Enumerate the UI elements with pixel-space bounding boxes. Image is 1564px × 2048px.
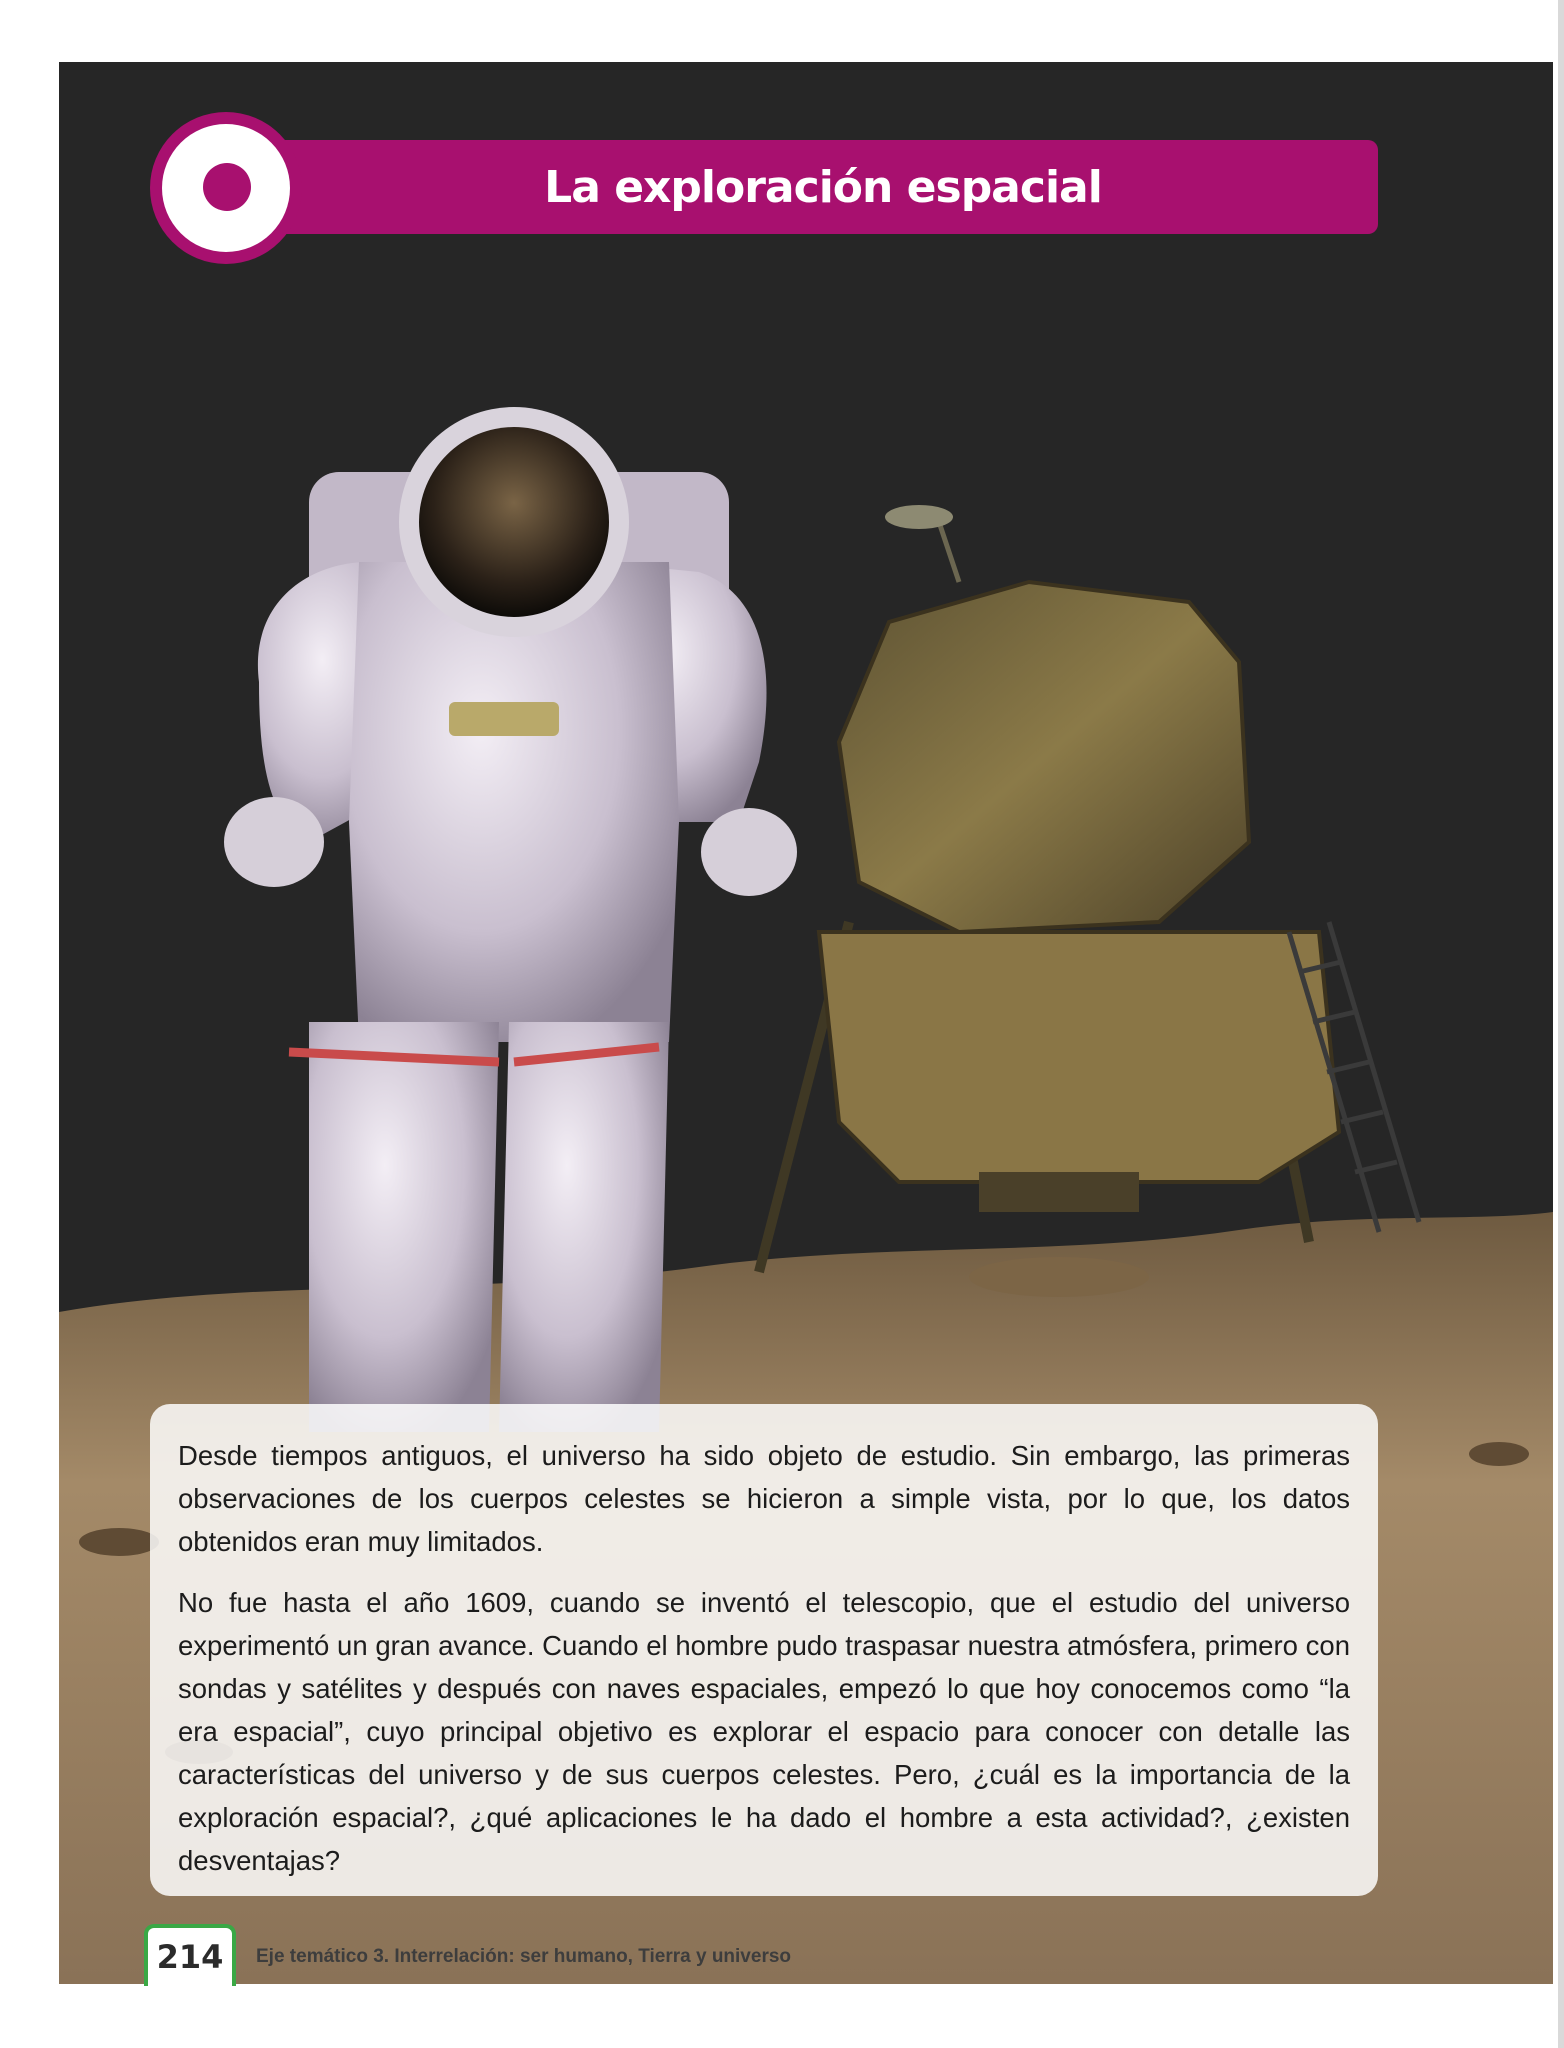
- page-edge-strip: [1558, 0, 1564, 2048]
- page-title: La exploración espacial: [544, 161, 1102, 213]
- rock: [1469, 1442, 1529, 1466]
- section-label: Eje temático 3. Interrelación: ser humano, Tierra y universo: [256, 1946, 792, 1967]
- lunar-module: [759, 505, 1419, 1272]
- page-number: 214: [144, 1924, 236, 1986]
- intro-text-box: [150, 1404, 1378, 1896]
- rock: [79, 1528, 159, 1556]
- dirt-mound: [969, 1257, 1149, 1297]
- paragraph: No fue hasta el año 1609, cuando se inventó el telescopio, que el estudio del universo experimentó un gran avance. Cuando el hombre pudo traspasar nuestra atmósfera, primero con sondas y satélites y después con naves espaciales, empezó lo que hoy conocemos como “la era espacial”, cuyo principal objetivo es explorar el espacio para conocer con detalle las características del universo y de sus cuerpos celestes. Pero, ¿cuál es la importancia de la exploración espacial?, ¿qué aplicaciones le ha dado el hombre a esta actividad?, ¿existen desventajas?: [178, 1587, 1350, 1876]
- paragraph: Desde tiempos antiguos, el universo ha sido objeto de estudio. Sin embargo, las primeras observaciones de los cuerpos celestes se hicieron a simple vista, por lo que, los datos obtenidos eran muy limitados.: [178, 1440, 1350, 1557]
- title-dot-icon: [203, 163, 251, 211]
